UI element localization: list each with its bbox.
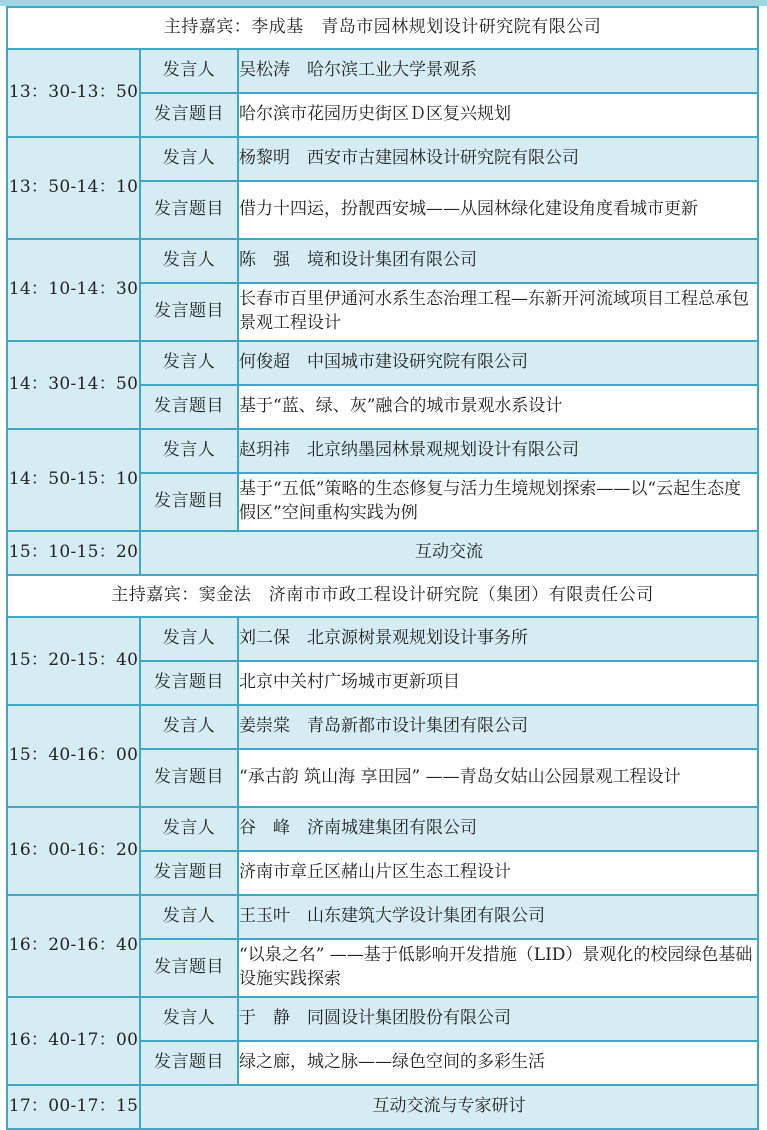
speaker-label: 发言人 (140, 239, 238, 283)
time-slot: 16：40-17：00 (7, 997, 140, 1085)
talk-topic: 济南市章丘区赭山片区生态工程设计 (238, 851, 758, 895)
time-slot: 16：00-16：20 (7, 807, 140, 895)
topic-label: 发言题目 (140, 661, 238, 705)
host-info: 主持嘉宾：窦金法 济南市市政工程设计研究院（集团）有限责任公司 (7, 575, 758, 617)
speaker-name: 陈 强 境和设计集团有限公司 (238, 239, 758, 283)
closing-time: 17：00-17：15 (7, 1085, 140, 1129)
topic-label: 发言题目 (140, 851, 238, 895)
time-slot: 16：20-16：40 (7, 895, 140, 997)
speaker-name: 赵玥祎 北京纳墨园林景观规划设计有限公司 (238, 429, 758, 473)
speaker-name: 杨黎明 西安市古建园林设计研究院有限公司 (238, 137, 758, 181)
topic-label: 发言题目 (140, 473, 238, 531)
time-slot: 14：50-15：10 (7, 429, 140, 531)
speaker-label: 发言人 (140, 137, 238, 181)
closing-time: 15：10-15：20 (7, 531, 140, 575)
talk-topic: 基于“蓝、绿、灰”融合的城市景观水系设计 (238, 385, 758, 429)
time-slot: 15：20-15：40 (7, 617, 140, 705)
topic-label: 发言题目 (140, 93, 238, 137)
speaker-label: 发言人 (140, 617, 238, 661)
topic-label: 发言题目 (140, 181, 238, 239)
speaker-label: 发言人 (140, 49, 238, 93)
topic-label: 发言题目 (140, 385, 238, 429)
talk-topic: 北京中关村广场城市更新项目 (238, 661, 758, 705)
speaker-label: 发言人 (140, 705, 238, 749)
top-color-band (0, 0, 767, 6)
talk-topic: 借力十四运，扮靓西安城——从园林绿化建设角度看城市更新 (238, 181, 758, 239)
agenda-table (6, 6, 759, 1130)
speaker-label: 发言人 (140, 807, 238, 851)
speaker-name: 谷 峰 济南城建集团有限公司 (238, 807, 758, 851)
speaker-name: 姜崇棠 青岛新都市设计集团有限公司 (238, 705, 758, 749)
speaker-name: 刘二保 北京源树景观规划设计事务所 (238, 617, 758, 661)
time-slot: 13：30-13：50 (7, 49, 140, 137)
speaker-row (7, 137, 758, 181)
talk-topic: 长春市百里伊通河水系生态治理工程—东新开河流域项目工程总承包景观工程设计 (238, 283, 758, 341)
talk-topic: 绿之廊，城之脉——绿色空间的多彩生活 (238, 1041, 758, 1085)
closing-row (7, 531, 758, 575)
speaker-row (7, 341, 758, 385)
speaker-row (7, 895, 758, 939)
talk-topic: 基于“五低”策略的生态修复与活力生境规划探索——以“云起生态度假区”空间重构实践为例 (238, 473, 758, 531)
speaker-name: 于 静 同圆设计集团股份有限公司 (238, 997, 758, 1041)
topic-label: 发言题目 (140, 283, 238, 341)
speaker-row (7, 807, 758, 851)
time-slot: 13：50-14：10 (7, 137, 140, 239)
speaker-row (7, 705, 758, 749)
closing-activity: 互动交流与专家研讨 (140, 1085, 758, 1129)
host-row (7, 575, 758, 617)
speaker-row (7, 239, 758, 283)
time-slot: 15：40-16：00 (7, 705, 140, 807)
speaker-label: 发言人 (140, 341, 238, 385)
topic-label: 发言题目 (140, 1041, 238, 1085)
speaker-label: 发言人 (140, 429, 238, 473)
speaker-label: 发言人 (140, 997, 238, 1041)
speaker-row (7, 997, 758, 1041)
talk-topic: “承古韵 筑山海 享田园” ——青岛女姑山公园景观工程设计 (238, 749, 758, 807)
closing-row (7, 1085, 758, 1129)
time-slot: 14：30-14：50 (7, 341, 140, 429)
speaker-row (7, 617, 758, 661)
talk-topic: “以泉之名” ——基于低影响开发措施（LID）景观化的校园绿色基础设施实践探索 (238, 939, 758, 997)
speaker-label: 发言人 (140, 895, 238, 939)
closing-activity: 互动交流 (140, 531, 758, 575)
speaker-row (7, 429, 758, 473)
speaker-name: 王玉叶 山东建筑大学设计集团有限公司 (238, 895, 758, 939)
speaker-name: 吴松涛 哈尔滨工业大学景观系 (238, 49, 758, 93)
talk-topic: 哈尔滨市花园历史街区Ｄ区复兴规划 (238, 93, 758, 137)
topic-label: 发言题目 (140, 939, 238, 997)
topic-label: 发言题目 (140, 749, 238, 807)
speaker-name: 何俊超 中国城市建设研究院有限公司 (238, 341, 758, 385)
speaker-row (7, 49, 758, 93)
time-slot: 14：10-14：30 (7, 239, 140, 341)
host-info: 主持嘉宾：李成基 青岛市园林规划设计研究院有限公司 (7, 7, 758, 49)
host-row (7, 7, 758, 49)
